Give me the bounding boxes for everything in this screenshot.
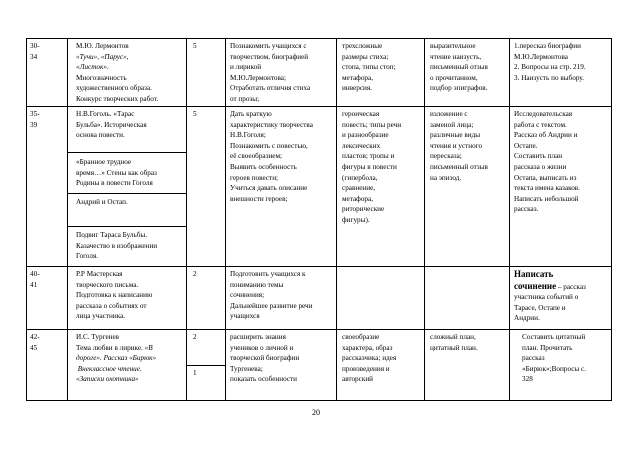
page-number: 20 [312, 408, 320, 417]
homework: 1.пересказ биографии М.Ю.Лермонтова 2. Вопросы на стр. 219. 3. Наизусть по выбору. [514, 42, 586, 82]
topic-extra: «Записки охотника» [76, 375, 139, 384]
topic-author: М.Ю. Лермонтов [76, 42, 129, 50]
table-cell [186, 365, 226, 401]
lesson-goals: Познакомить учащихся с творчеством, биографией и лирикой М.Ю.Лермонтова; Отработать отличия стиха от прозы; [230, 42, 311, 103]
lesson-number: 40- 41 [30, 270, 40, 289]
topic-text: Многозначность художественного образа. Конкурс творческих работ. [76, 73, 159, 103]
lesson-topic: Р.Р Мастерская творческого письма. Подготовка к написанию рассказа о событиях от лица участника. [76, 270, 153, 321]
theory: своеобразие характера, образ рассказчика; идея произведения и авторский [342, 333, 397, 384]
table-cell [424, 266, 510, 330]
activities: изложение с заменой лица; различные виды чтения и устного пересказа; письменный отзыв на эпизод. [430, 110, 488, 182]
hours: 5 [193, 42, 197, 50]
homework-emphasis: сочинение [514, 280, 557, 291]
lesson-goals: Подготовить учащихся к пониманию темы сочинения; Дальнейшее развитие речи учащихся [230, 270, 313, 321]
lesson-topic [76, 41, 158, 105]
lesson-topic [76, 332, 156, 385]
lesson-topic: Подвиг Тараса Бульбы. Казачество в изображении Гоголя. [76, 231, 158, 261]
lesson-topic: Н.В.Гоголь. «Тарас Бульба». Историческая основа повести. [76, 110, 147, 140]
lesson-topic: «Бранное трудное время…» Стены как образ Родины в повести Гоголя [76, 158, 157, 188]
table-cell [336, 266, 425, 330]
topic-works: «Тучи», «Парус», [76, 52, 129, 61]
homework [514, 269, 586, 324]
homework-text: – рассказ участника событий о Тарасе, Остапе и Андрии. [514, 282, 586, 323]
hours: 5 [193, 110, 197, 118]
topic-works: дороге». Рассказ «Бирюк» [76, 354, 157, 363]
topic-extra: Внеклассное чтение. [76, 364, 142, 373]
theory: героическая повесть; типы речи и разнообразие лексических пластов; тропы и фигуры в повести (гипербола, сравнение, метафора, риторические фигуры). [342, 110, 402, 224]
homework: Исследовательская работа с текстом. Рассказ об Андрии и Остапе. Составить план рассказа о жизни Остапа, выписать из текста имена казаков. Написать небольшой рассказ. [514, 110, 580, 214]
activities: сложный план, цитатный план. [430, 333, 478, 352]
activities: выразительное чтение наизусть, письменный отзыв о прочитанном, подбор эпиграфов. [430, 42, 488, 93]
lesson-number: 35- 39 [30, 110, 40, 129]
hours: 1 [193, 369, 197, 377]
homework: Составить цитатный план. Прочитать рассказ «Бирюк»;Вопросы с. 328 [522, 333, 587, 384]
table-cell [186, 329, 226, 366]
hours: 2 [193, 270, 197, 278]
lesson-goals: расширить знания учеников о личной и творческой биографии Тургенева; показать особенности [230, 333, 300, 384]
topic-author: И.С. Тургенев [76, 333, 120, 341]
table-cell [186, 266, 226, 330]
table-cell [186, 106, 226, 267]
lesson-number: 42- 45 [30, 333, 40, 352]
homework-emphasis: Написать [514, 269, 554, 279]
lesson-topic: Андрий и Остап. [76, 198, 128, 206]
hours: 2 [193, 333, 197, 341]
table-cell [186, 38, 226, 107]
theory: трехсложные размеры стиха; стопа, типы стоп; метафора, инверсия. [342, 42, 396, 93]
topic-works: «Листок». [76, 63, 109, 72]
topic-works: «В [144, 343, 153, 352]
lesson-number: 30- 34 [30, 42, 40, 61]
topic-text: Тема любви в лирике. [76, 343, 145, 352]
lesson-goals: Дать краткую характеристику творчества Н.В.Гоголя; Познакомить с повестью, её своеобразием; Выявить особенность героев повести; Учиться давать описание внешности героев; [230, 110, 313, 203]
